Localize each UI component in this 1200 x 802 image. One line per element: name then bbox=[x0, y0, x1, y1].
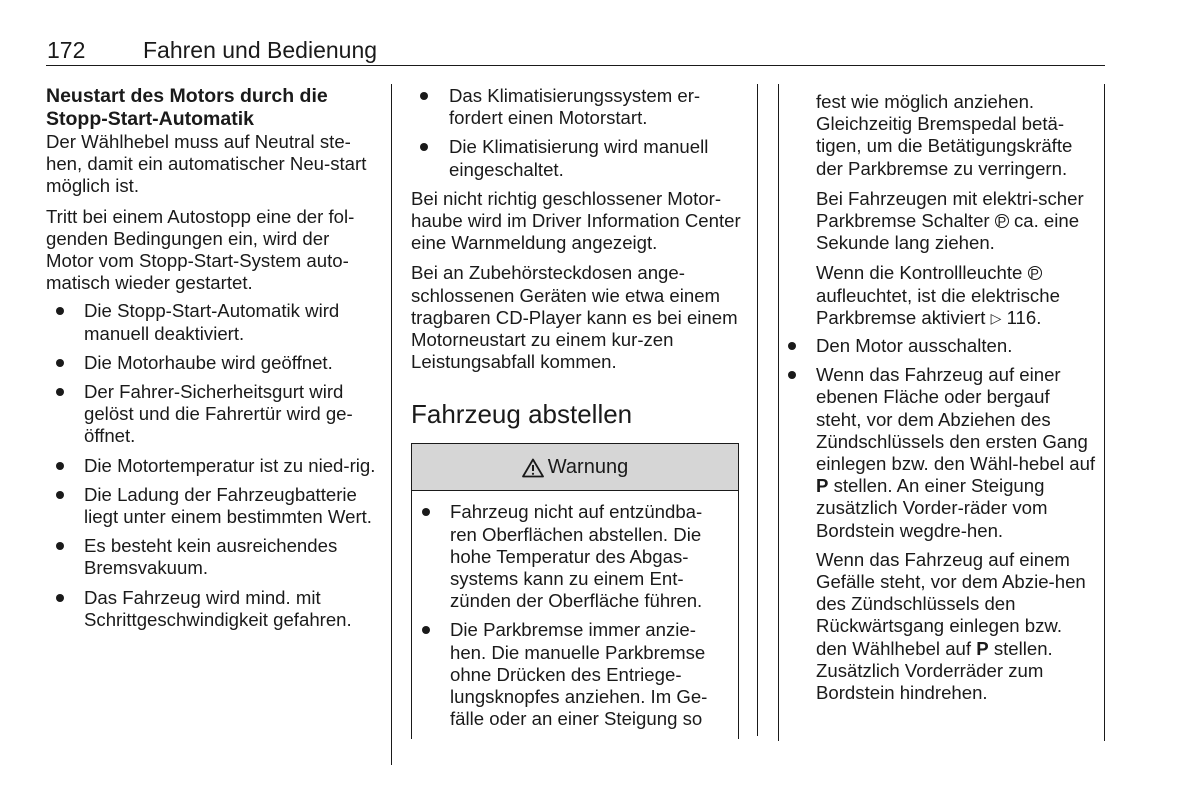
warning-triangle-icon bbox=[522, 458, 544, 478]
warning-list bbox=[412, 501, 728, 730]
condition-list-continued bbox=[411, 85, 741, 181]
list-item bbox=[46, 352, 376, 374]
list-item-text: Wenn das Fahrzeug auf einer ebenen Fläche oder bergauf steht, vor dem Abziehen des Zündschlüssels den ersten Gang einlegen bzw. den Wähl-hebel auf bbox=[816, 364, 1096, 475]
list-item-text: Das Klimatisierungssystem er-fordert einen Motorstart. bbox=[449, 85, 701, 129]
section-subheading: Neustart des Motors durch die Stopp-Start-Automatik bbox=[46, 85, 328, 130]
paragraph bbox=[787, 549, 1097, 704]
bullet-icon bbox=[56, 491, 64, 499]
paragraph-text: aufleuchtet, ist die elektrische Parkbremse aktiviert bbox=[816, 284, 1060, 328]
list-item bbox=[46, 381, 376, 448]
list-item-text: stellen. An einer Steigung zusätzlich Vorder-räder vom Bordstein wegdre-hen. bbox=[816, 475, 1048, 541]
page-number: 172 bbox=[47, 37, 86, 63]
condition-list bbox=[46, 300, 376, 631]
list-item-text: Die Ladung der Fahrzeugbatterie liegt unter einem bestimmten Wert. bbox=[84, 483, 372, 528]
bullet-icon bbox=[56, 462, 64, 470]
column-1 bbox=[46, 85, 376, 638]
list-item-text: Die Motorhaube wird geöffnet. bbox=[84, 351, 333, 373]
column-divider-right bbox=[1104, 84, 1105, 741]
list-item-text: Fahrzeug nicht auf entzündba-ren Oberflächen abstellen. Die hohe Temperatur des Abgas-systems kann zu einem Ent-zünden der Oberfläche führen. bbox=[450, 501, 703, 612]
paragraph bbox=[787, 262, 1097, 329]
page-reference: 116. bbox=[1006, 306, 1042, 328]
list-item bbox=[787, 335, 1097, 357]
warning-header bbox=[412, 444, 738, 491]
list-item bbox=[412, 619, 728, 730]
bullet-icon bbox=[788, 371, 796, 379]
list-item-text: Die Parkbremse immer anzie-hen. Die manuelle Parkbremse ohne Drücken des Entriege-lungsknopfes anziehen. Im Ge-fälle oder an einer Steigung so bbox=[450, 619, 708, 730]
list-item-text: Die Klimatisierung wird manuell eingeschaltet. bbox=[449, 136, 709, 180]
parking-steps-list bbox=[787, 335, 1097, 542]
list-item bbox=[411, 136, 741, 180]
column-divider-middle-a bbox=[757, 84, 758, 736]
bullet-icon bbox=[56, 307, 64, 315]
warning-body bbox=[412, 491, 738, 739]
paragraph bbox=[787, 188, 1097, 255]
list-item bbox=[787, 364, 1097, 542]
paragraph: Der Wählhebel muss auf Neutral ste-hen, damit ein automatischer Neu-start möglich ist. bbox=[46, 131, 367, 197]
paragraph: Bei an Zubehörsteckdosen ange-schlossenen Geräten wie etwa einem tragbaren CD-Player kann es bei einem Motorneustart zu einem kur-zen Leistungsabfall kommen. bbox=[411, 262, 738, 373]
list-item bbox=[46, 300, 376, 344]
paragraph: Bei nicht richtig geschlossener Motor-haube wird im Driver Information Center eine Warnmeldung angezeigt. bbox=[411, 187, 741, 254]
paragraph-text: stellen. Zusätzlich Vorderräder zum Bordstein hindrehen. bbox=[816, 637, 1053, 704]
chapter-title: Fahren und Bedienung bbox=[143, 37, 378, 63]
list-item bbox=[412, 501, 728, 612]
list-item-text: Den Motor ausschalten. bbox=[816, 335, 1013, 357]
gear-position: P bbox=[816, 475, 829, 497]
column-2 bbox=[411, 85, 741, 739]
list-item-text: Es besteht kein ausreichendes Bremsvakuum. bbox=[84, 535, 338, 579]
bullet-icon bbox=[56, 542, 64, 550]
list-item bbox=[411, 85, 741, 129]
bullet-icon bbox=[422, 626, 430, 634]
bullet-icon bbox=[56, 359, 64, 367]
paragraph: Tritt bei einem Autostopp eine der fol-genden Bedingungen ein, wird der Motor vom Stopp-Start-System auto-matisch wieder gestartet. bbox=[46, 205, 355, 294]
parking-brake-icon: P bbox=[1028, 266, 1042, 280]
parking-brake-icon: P bbox=[995, 214, 1009, 228]
list-item-text: Der Fahrer-Sicherheitsgurt wird gelöst und die Fahrertür wird ge-öffnet. bbox=[84, 381, 353, 447]
bullet-icon bbox=[422, 508, 430, 516]
warning-box bbox=[411, 443, 739, 739]
column-3 bbox=[787, 91, 1097, 712]
list-item bbox=[46, 455, 376, 477]
list-item-text: Das Fahrzeug wird mind. mit Schrittgeschwindigkeit gefahren. bbox=[84, 586, 352, 630]
gear-position: P bbox=[976, 637, 989, 659]
list-item-text: Die Motortemperatur ist zu nied-rig. bbox=[84, 454, 376, 476]
list-item-text: Die Stopp-Start-Automatik wird manuell deaktiviert. bbox=[84, 300, 340, 344]
column-divider-middle-b bbox=[778, 84, 779, 741]
paragraph: fest wie möglich anziehen. Gleichzeitig Bremspedal betä-tigen, um die Betätigungskräfte der Parkbremse zu verringern. bbox=[816, 91, 1073, 179]
page-header bbox=[47, 36, 1105, 64]
bullet-icon bbox=[788, 342, 796, 350]
bullet-icon bbox=[56, 388, 64, 396]
section-title: Fahrzeug abstellen bbox=[411, 399, 633, 430]
paragraph-text: ca. eine Sekunde lang ziehen. bbox=[816, 210, 1080, 254]
column-divider-left bbox=[391, 84, 392, 765]
bullet-icon bbox=[420, 143, 428, 151]
paragraph-text: Wenn das Fahrzeug auf einem Gefälle steht, vor dem Abzie-hen des Zündschlüssels den Rückwärtsgang einlegen bzw. den Wählhebel auf bbox=[816, 548, 1086, 659]
list-item bbox=[46, 587, 376, 631]
list-item bbox=[46, 535, 376, 579]
paragraph-text: Wenn die Kontrollleuchte bbox=[816, 262, 1023, 284]
page-reference-arrow-icon: ▷ bbox=[990, 309, 1002, 326]
warning-label: Warnung bbox=[547, 456, 629, 479]
list-item bbox=[46, 484, 376, 528]
bullet-icon bbox=[420, 92, 428, 100]
paragraph-text: Bei Fahrzeugen mit elektri-scher Parkbremse Schalter bbox=[816, 187, 1084, 232]
header-rule bbox=[46, 65, 1105, 66]
bullet-icon bbox=[56, 594, 64, 602]
